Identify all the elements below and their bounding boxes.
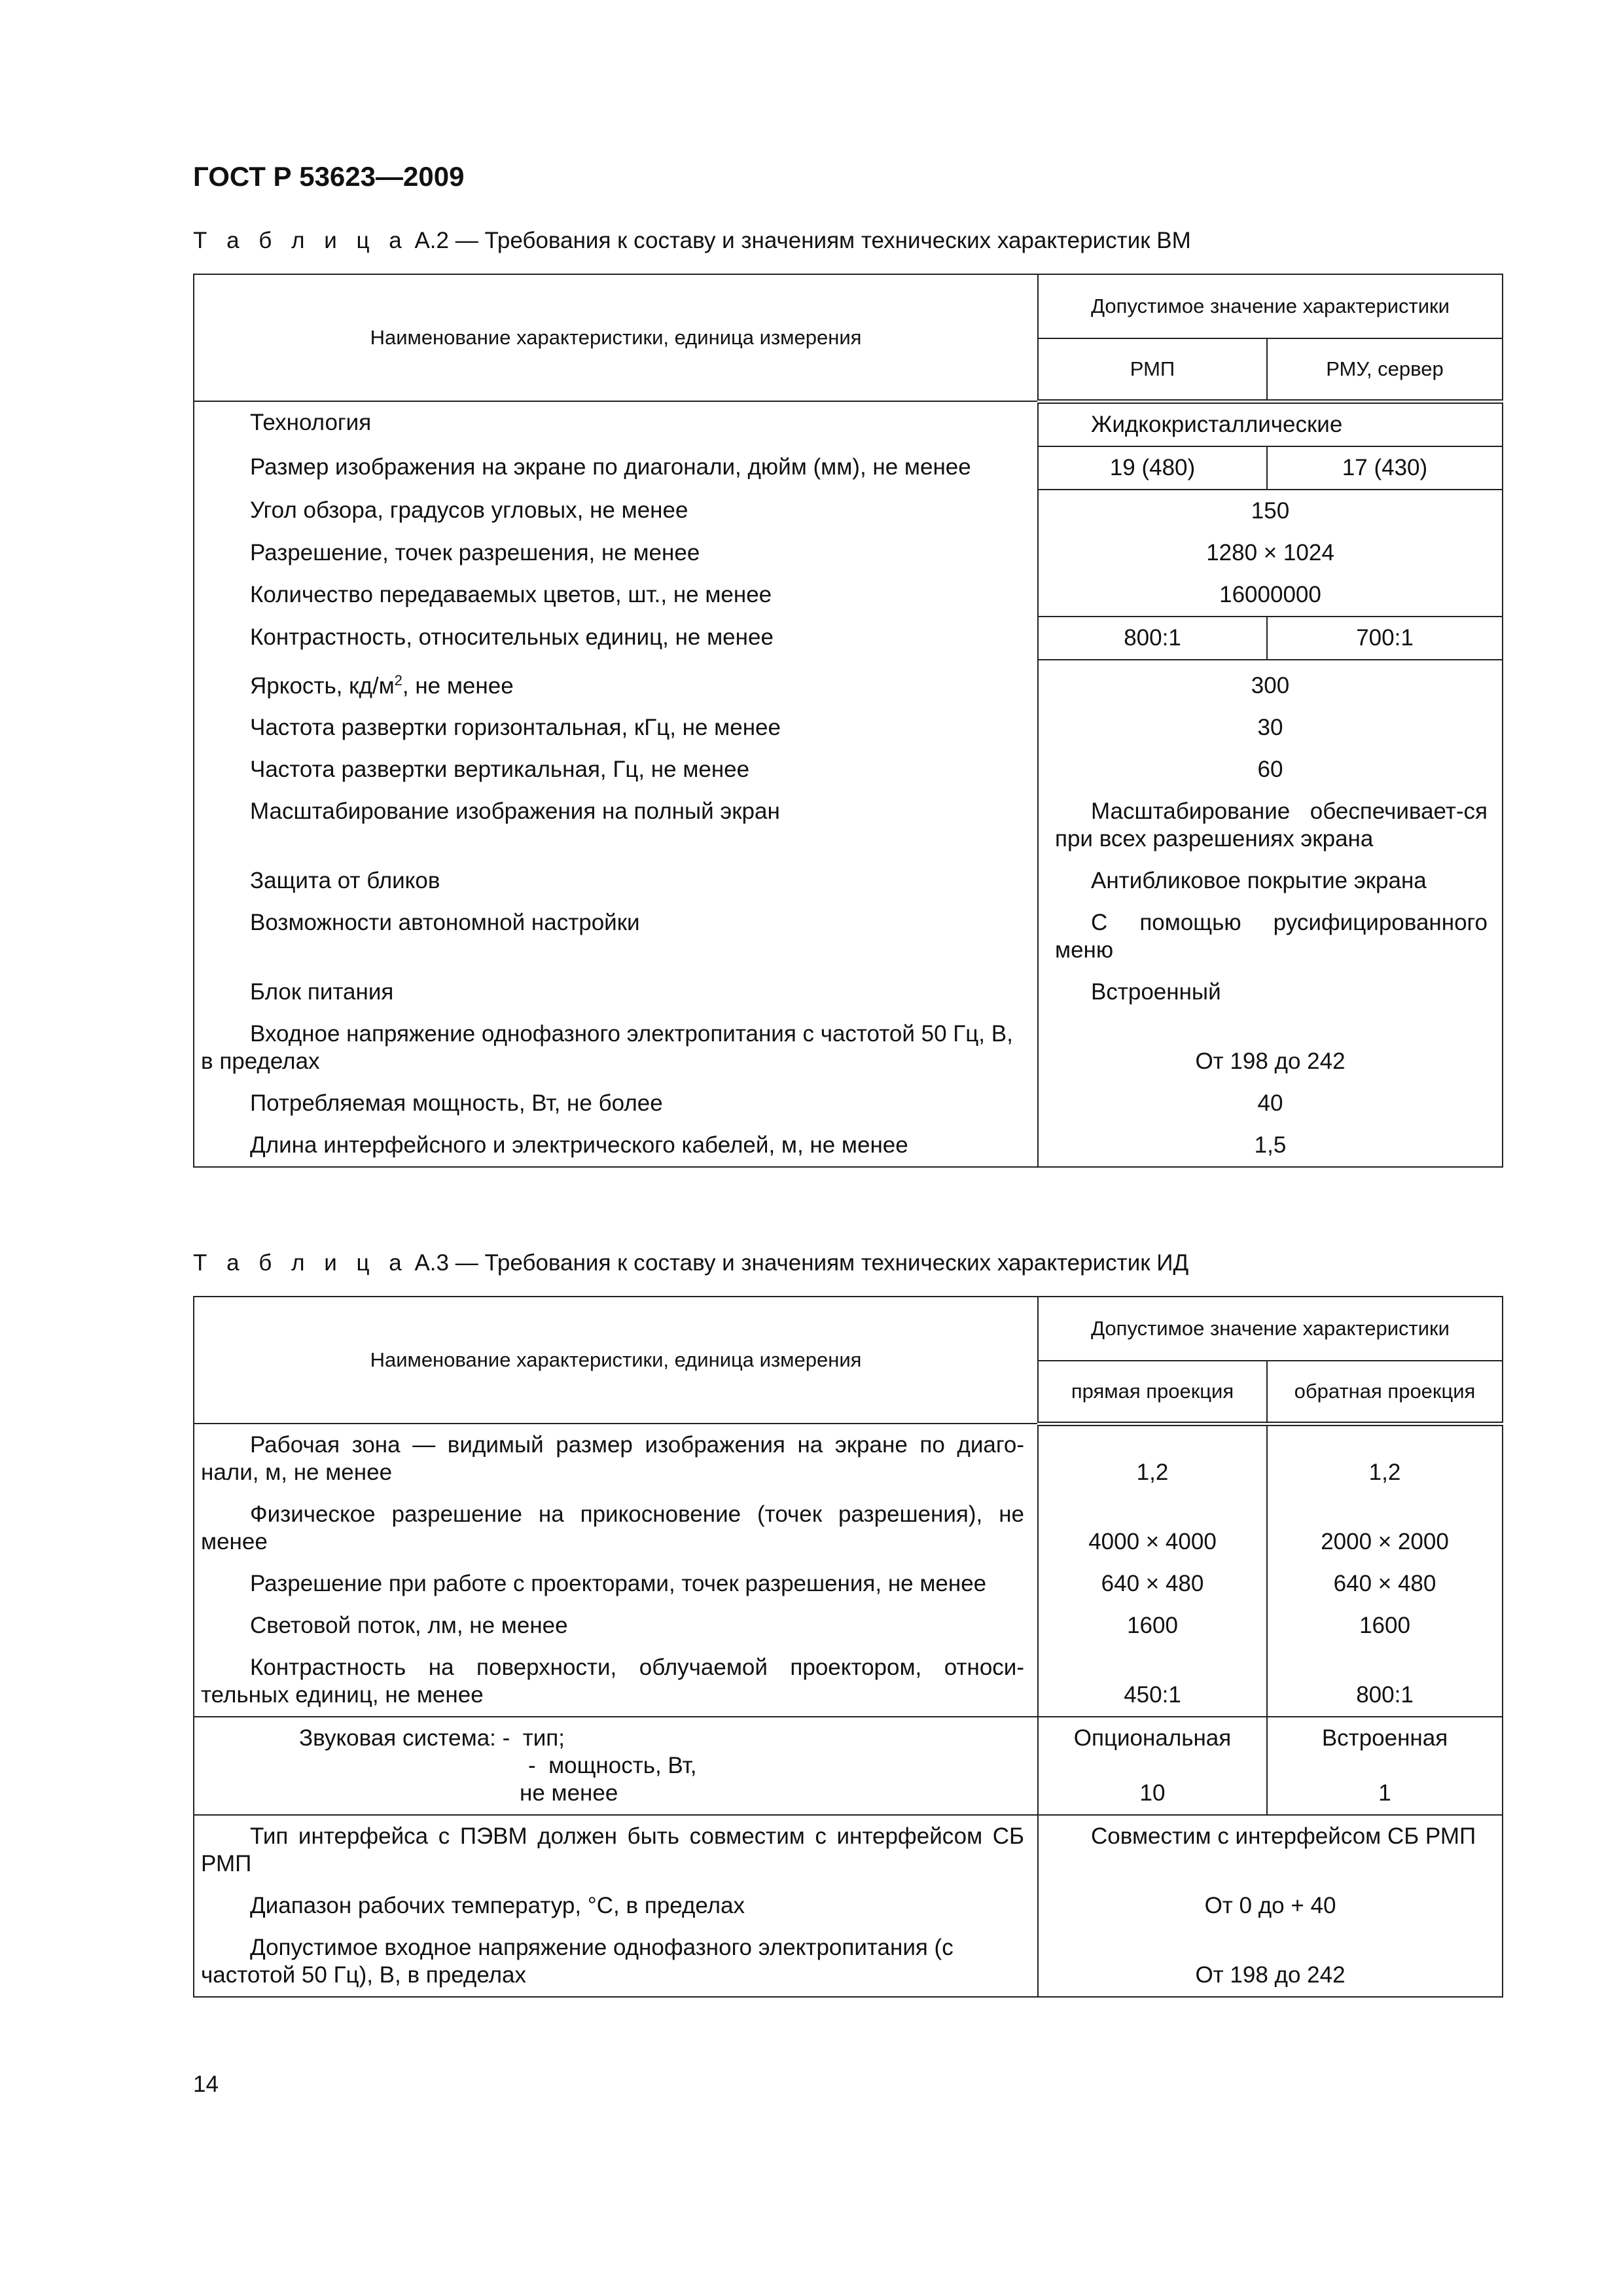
row-label: Размер изображения на экране по диагонали, дюйм (мм), не менее bbox=[194, 446, 1038, 490]
row-label: Возможности автономной настройки bbox=[194, 902, 1038, 971]
row-label: Разрешение при работе с проекторами, точек разрешения, не менее bbox=[194, 1563, 1038, 1605]
row-label-text: , не менее bbox=[402, 673, 514, 699]
row-value-1: 4000 × 4000 bbox=[1038, 1494, 1267, 1563]
row-value: 1,5 bbox=[1038, 1124, 1503, 1167]
row-value: 60 bbox=[1038, 749, 1503, 791]
sound-line: не менее bbox=[520, 1780, 618, 1806]
row-label bbox=[194, 1717, 1038, 1815]
caption-text: А.2 — Требования к составу и значениям технических характеристик ВМ bbox=[408, 228, 1191, 253]
row-value-2: 800:1 bbox=[1267, 1647, 1503, 1717]
table-row bbox=[194, 1605, 1503, 1647]
row-label: Контрастность на поверхности, облучаемой проектором, относи-тельных единиц, не менее bbox=[194, 1647, 1038, 1717]
col-header-group: Допустимое значение характеристики bbox=[1038, 1297, 1503, 1361]
row-value-2: 2000 × 2000 bbox=[1267, 1494, 1503, 1563]
row-value-1: 1600 bbox=[1038, 1605, 1267, 1647]
col-header-2: обратная проекция bbox=[1267, 1361, 1503, 1424]
table-row bbox=[194, 1647, 1503, 1717]
table-a3 bbox=[193, 1296, 1503, 1998]
table-row bbox=[194, 1563, 1503, 1605]
table-row bbox=[194, 617, 1503, 660]
col-header-2: РМУ, сервер bbox=[1267, 338, 1503, 401]
table-row bbox=[194, 1927, 1503, 1997]
row-label: Частота развертки горизонтальная, кГц, не менее bbox=[194, 707, 1038, 749]
row-value-2: 1600 bbox=[1267, 1605, 1503, 1647]
table-row-sound bbox=[194, 1717, 1503, 1815]
table-a3-caption bbox=[193, 1250, 1188, 1276]
row-value: 40 bbox=[1038, 1083, 1503, 1124]
row-label: Разрешение, точек разрешения, не менее bbox=[194, 532, 1038, 574]
row-value: 150 bbox=[1038, 490, 1503, 532]
table-row bbox=[194, 446, 1503, 490]
table-row bbox=[194, 1815, 1503, 1885]
superscript: 2 bbox=[394, 672, 402, 689]
table-row bbox=[194, 660, 1503, 708]
page-number: 14 bbox=[193, 2072, 219, 2097]
table-row bbox=[194, 1124, 1503, 1167]
row-label: Потребляемая мощность, Вт, не более bbox=[194, 1083, 1038, 1124]
row-value-2 bbox=[1267, 1717, 1503, 1815]
row-label: Физическое разрешение на прикосновение (точек разрешения), не менее bbox=[194, 1494, 1038, 1563]
caption-prefix: Т а б л и ц а bbox=[193, 1250, 408, 1276]
sound-line: Звуковая система: - тип; bbox=[299, 1725, 565, 1751]
table-row bbox=[194, 490, 1503, 532]
document-header: ГОСТ Р 53623—2009 bbox=[193, 161, 465, 192]
row-value: Жидкокристаллические bbox=[1038, 401, 1503, 446]
sound-type-value: Опциональная bbox=[1073, 1725, 1232, 1751]
row-value: Совместим с интерфейсом СБ РМП bbox=[1038, 1815, 1503, 1885]
row-label: Диапазон рабочих температур, °С, в пределах bbox=[194, 1885, 1038, 1927]
row-label: Длина интерфейсного и электрического кабелей, м, не менее bbox=[194, 1124, 1038, 1167]
table-row bbox=[194, 401, 1503, 446]
sound-type-value: Встроенная bbox=[1321, 1725, 1448, 1751]
row-value-2: 17 (430) bbox=[1267, 446, 1503, 490]
caption-text: А.3 — Требования к составу и значениям технических характеристик ИД bbox=[408, 1250, 1189, 1276]
row-value: С помощью русифицированного меню bbox=[1038, 902, 1503, 971]
row-value-1: 800:1 bbox=[1038, 617, 1267, 660]
row-label: Контрастность, относительных единиц, не менее bbox=[194, 617, 1038, 660]
caption-prefix: Т а б л и ц а bbox=[193, 228, 408, 253]
table-row bbox=[194, 1013, 1503, 1083]
row-value: 300 bbox=[1038, 660, 1503, 708]
sound-line: - мощность, Вт, bbox=[528, 1753, 697, 1778]
table-row bbox=[194, 1083, 1503, 1124]
row-label: Угол обзора, градусов угловых, не менее bbox=[194, 490, 1038, 532]
row-label: Тип интерфейса с ПЭВМ должен быть совместим с интерфейсом СБ РМП bbox=[194, 1815, 1038, 1885]
row-value-2: 700:1 bbox=[1267, 617, 1503, 660]
row-value: Встроенный bbox=[1038, 971, 1503, 1013]
sound-power-value: 1 bbox=[1378, 1780, 1391, 1806]
row-label: Допустимое входное напряжение однофазного электропитания (с частотой 50 Гц), В, в пределах bbox=[194, 1927, 1038, 1997]
table-row bbox=[194, 1885, 1503, 1927]
row-value-1: 640 × 480 bbox=[1038, 1563, 1267, 1605]
row-label: Количество передаваемых цветов, шт., не менее bbox=[194, 574, 1038, 617]
row-value-1: 450:1 bbox=[1038, 1647, 1267, 1717]
table-row bbox=[194, 791, 1503, 860]
table-row bbox=[194, 574, 1503, 617]
row-value-2: 1,2 bbox=[1267, 1424, 1503, 1494]
row-label: Входное напряжение однофазного электропитания с частотой 50 Гц, В, в пределах bbox=[194, 1013, 1038, 1083]
row-value: 16000000 bbox=[1038, 574, 1503, 617]
table-row bbox=[194, 860, 1503, 902]
table-a2-caption bbox=[193, 228, 1191, 254]
row-value: Антибликовое покрытие экрана bbox=[1038, 860, 1503, 902]
col-header-1: прямая проекция bbox=[1038, 1361, 1267, 1424]
col-header-group: Допустимое значение характеристики bbox=[1038, 274, 1503, 338]
row-value: От 0 до + 40 bbox=[1038, 1885, 1503, 1927]
row-label: Масштабирование изображения на полный экран bbox=[194, 791, 1038, 860]
row-label-text: Яркость, кд/м bbox=[250, 673, 395, 699]
row-value-1 bbox=[1038, 1717, 1267, 1815]
sound-power-value: 10 bbox=[1139, 1780, 1166, 1806]
table-row bbox=[194, 749, 1503, 791]
table-row bbox=[194, 1424, 1503, 1494]
row-label bbox=[194, 660, 1038, 708]
row-value: 1280 × 1024 bbox=[1038, 532, 1503, 574]
table-row bbox=[194, 971, 1503, 1013]
row-label: Световой поток, лм, не менее bbox=[194, 1605, 1038, 1647]
row-value-1: 19 (480) bbox=[1038, 446, 1267, 490]
table-row bbox=[194, 1494, 1503, 1563]
row-label: Частота развертки вертикальная, Гц, не менее bbox=[194, 749, 1038, 791]
row-label: Рабочая зона — видимый размер изображения на экране по диаго-нали, м, не менее bbox=[194, 1424, 1038, 1494]
table-a2 bbox=[193, 274, 1503, 1168]
row-value-1: 1,2 bbox=[1038, 1424, 1267, 1494]
row-value: 30 bbox=[1038, 707, 1503, 749]
row-value: От 198 до 242 bbox=[1038, 1927, 1503, 1997]
table-row bbox=[194, 902, 1503, 971]
col-header-1: РМП bbox=[1038, 338, 1267, 401]
col-header-name: Наименование характеристики, единица измерения bbox=[194, 274, 1038, 401]
row-value: Масштабирование обеспечивает-ся при всех разрешениях экрана bbox=[1038, 791, 1503, 860]
row-label: Технология bbox=[194, 401, 1038, 446]
row-value: От 198 до 242 bbox=[1038, 1013, 1503, 1083]
table-row bbox=[194, 532, 1503, 574]
row-value-2: 640 × 480 bbox=[1267, 1563, 1503, 1605]
row-label: Защита от бликов bbox=[194, 860, 1038, 902]
row-label: Блок питания bbox=[194, 971, 1038, 1013]
col-header-name: Наименование характеристики, единица измерения bbox=[194, 1297, 1038, 1424]
table-row bbox=[194, 707, 1503, 749]
